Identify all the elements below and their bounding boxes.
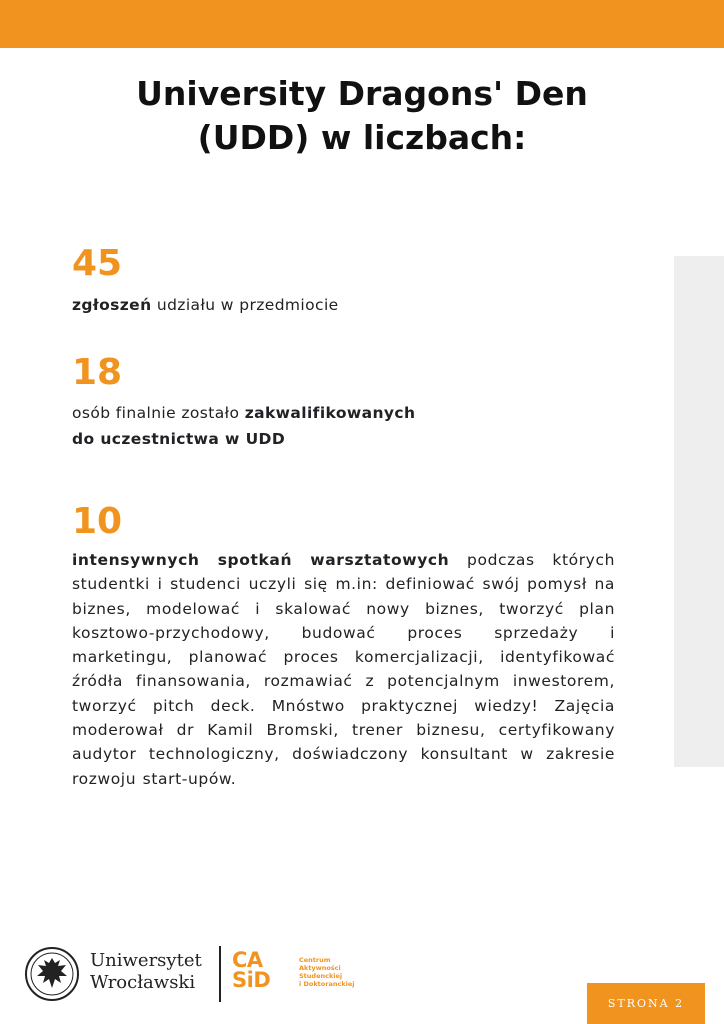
- stat-number-applications: 45: [72, 243, 123, 284]
- stat-text-bold: zgłoszeń: [72, 296, 152, 314]
- university-name: [90, 950, 202, 994]
- stat-number-workshops: 10: [72, 501, 123, 542]
- page-title: [60, 72, 664, 160]
- stat-text-plain: osób finalnie zostało: [72, 404, 245, 422]
- stat-text-bold-line2: do uczestnictwa w UDD: [72, 430, 286, 448]
- casid-name-line: Centrum: [299, 956, 331, 964]
- top-accent-bar: [0, 0, 724, 48]
- page-number-badge: STRONA 2: [587, 983, 705, 1024]
- stat-text-bold: zakwalifikowanych: [244, 404, 416, 422]
- stat-number-qualified: 18: [72, 352, 123, 393]
- stat-text-bold: intensywnych spotkań warsztatowych: [72, 551, 450, 569]
- university-name-line-1: Uniwersytet: [90, 950, 202, 971]
- casid-logo-line-2: SiD: [232, 968, 271, 992]
- side-decor-panel: [674, 256, 724, 767]
- eagle-crest-icon: [24, 944, 80, 1004]
- stat-text-workshops: [72, 548, 615, 791]
- title-line-1: University Dragons' Den: [136, 74, 588, 113]
- casid-name: [299, 956, 355, 988]
- title-line-2: (UDD) w liczbach:: [197, 118, 527, 157]
- casid-name-line: Aktywności: [299, 964, 341, 972]
- casid-name-line: i Doktoranckiej: [299, 980, 355, 988]
- stat-text-qualified: [72, 400, 415, 452]
- stat-text-rest: podczas których studentki i studenci uczyli się m.in: definiować swój pomysł na biznes, modelować i skalować nowy biznes, tworzyć plan kosztowo-przychodowy, budować proces sprzedaży i marketingu, planować proces komercjalizacji, identyfikować źródła finansowania, rozmawiać z potencjalnym inwestorem, tworzyć pitch deck. Mnóstwo praktycznej wiedzy! Zajęcia moderował dr Kamil Bromski, trener biznesu, certyfikowany audytor technologiczny, doświadczony konsultant w zakresie rozwoju start-upów.: [72, 551, 615, 788]
- stat-text-rest: udziału w przedmiocie: [151, 296, 339, 314]
- logo-divider: [219, 946, 221, 1002]
- stat-text-applications: [72, 292, 339, 318]
- casid-logo: [232, 950, 270, 990]
- university-name-line-2: Wrocławski: [90, 972, 196, 993]
- casid-name-line: Studenckiej: [299, 972, 343, 980]
- casid-logo-line-1: CA: [232, 948, 263, 972]
